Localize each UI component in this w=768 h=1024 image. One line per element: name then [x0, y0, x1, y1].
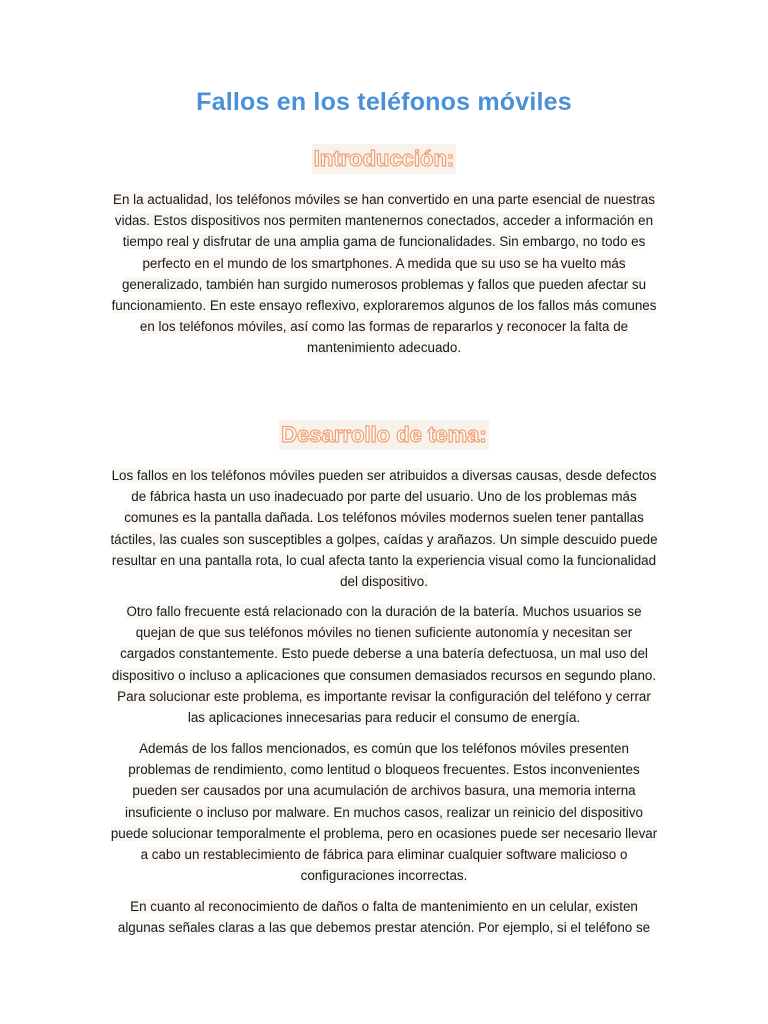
paragraph-text: En cuanto al reconocimiento de daños o falta de mantenimiento en un celular, existen algunas señales claras a las que debemos prestar atención. Por ejemplo, si el teléfono se [117, 899, 651, 936]
paragraph-pantalla [108, 465, 660, 592]
section-heading-introduccion [0, 144, 768, 174]
paragraph-text: En la actualidad, los teléfonos móviles se han convertido en una parte esencial de nuestras vidas. Estos dispositivos nos permiten mantenernos conectados, acceder a información en tiempo real y disfrutar de una amplia gama de funcionalidades. Sin embargo, no todo es perfecto en el mundo de los smartphones. A medida que su uso se ha vuelto más generalizado, también han surgido numerosos problemas y fallos que pueden afectar su funcionamiento. En este ensayo reflexivo, exploraremos algunos de los fallos más comunes en los teléfonos móviles, así como las formas de repararlos y reconocer la falta de mantenimiento adecuado. [111, 192, 657, 356]
paragraph-introduccion [108, 189, 660, 359]
paragraph-text: Los fallos en los teléfonos móviles pueden ser atribuidos a diversas causas, desde defectos de fábrica hasta un uso inadecuado por parte del usuario. Uno de los problemas más comunes es la pantalla dañada. Los teléfonos móviles modernos suelen tener pantallas táctiles, las cuales son susceptibles a golpes, caídas y arañazos. Un simple descuido puede resultar en una pantalla rota, lo cual afecta tanto la experiencia visual como la funcionalidad del dispositivo. [110, 468, 658, 590]
section-heading-desarrollo [0, 420, 768, 450]
section-heading-label: Desarrollo de tema: [279, 420, 488, 450]
paragraph-rendimiento [108, 738, 660, 886]
section-heading-label: Introducción: [312, 144, 457, 174]
paragraph-bateria [108, 601, 660, 728]
page-title: Fallos en los teléfonos móviles [196, 88, 572, 116]
paragraph-text: Otro fallo frecuente está relacionado con la duración de la batería. Muchos usuarios se quejan de que sus teléfonos móviles no tienen suficiente autonomía y necesitan ser cargados constantemente. Esto puede deberse a una batería defectuosa, un mal uso del dispositivo o incluso a aplicaciones que consumen demasiados recursos en segundo plano. Para solucionar este problema, es importante revisar la configuración del teléfono y cerrar las aplicaciones innecesarias para reducir el consumo de energía. [111, 604, 657, 726]
paragraph-reconocimiento [108, 896, 660, 938]
paragraph-text: Además de los fallos mencionados, es común que los teléfonos móviles presenten problemas de rendimiento, como lentitud o bloqueos frecuentes. Estos inconvenientes pueden ser causados por una acumulación de archivos basura, una memoria interna insuficiente o incluso por malware. En muchos casos, realizar un reinicio del dispositivo puede solucionar temporalmente el problema, pero en ocasiones puede ser necesario llevar a cabo un restablecimiento de fábrica para eliminar cualquier software malicioso o configuraciones incorrectas. [110, 741, 658, 884]
